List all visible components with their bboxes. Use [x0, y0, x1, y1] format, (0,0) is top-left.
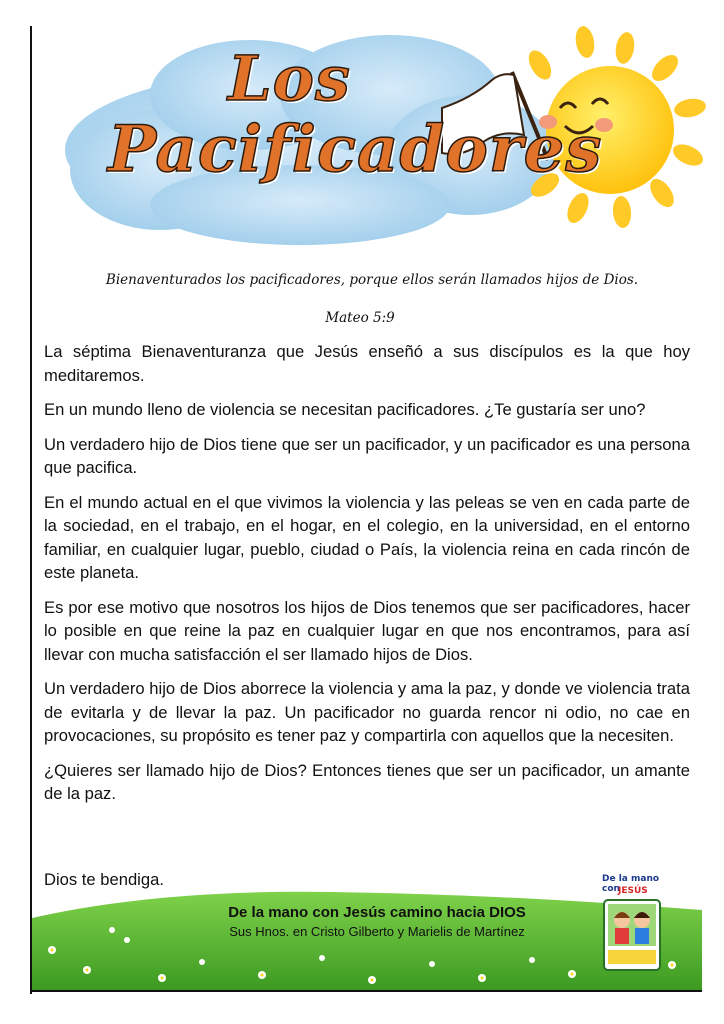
paragraph: En un mundo lleno de violencia se necesitan pacificadores. ¿Te gustaría ser uno? [44, 400, 646, 419]
ministry-logo [592, 870, 672, 985]
footer-subtitle: Sus Hnos. en Cristo Gilberto y Marielis de Martínez [229, 924, 525, 939]
verse-text: Bienaventurados los pacificadores, porque ellos serán llamados hijos de Dios. [105, 272, 639, 288]
body-text [44, 340, 690, 817]
footer-banner [32, 870, 702, 990]
paragraph: La séptima Bienaventuranza que Jesús enseñó a sus discípulos es la que hoy meditaremos. [44, 342, 690, 385]
verse-reference: Mateo 5:9 [325, 310, 395, 326]
paragraph: Un verdadero hijo de Dios tiene que ser un pacificador, y un pacificador es una persona que pacifica. [44, 434, 690, 477]
logo-text-top: De la mano con [602, 874, 660, 894]
page-border-bottom [30, 990, 702, 992]
footer-title: De la mano con Jesús camino hacia DIOS [228, 904, 526, 921]
paragraph: En el mundo actual en el que vivimos la violencia y las peleas se ven en cada parte de la sociedad, en el trabajo, en el hogar, en el colegio, en la universidad, en el entorno familiar, en cualquier lugar, pueblo, ciudad o País, la violencia reina en cada rincón de este planeta. [44, 492, 690, 582]
logo-text-mid: JESÚS [618, 886, 648, 896]
title-line-2: Pacificadores [108, 112, 603, 187]
paragraph: Un verdadero hijo de Dios aborrece la violencia y ama la paz, y donde ve violencia trata de evitarla y de llevar la paz. Un pacificador no guarda rencor ni odio, no cae en provocaciones, su propósito es tener paz y compartirla con aquellos que la necesiten. [44, 679, 690, 745]
paragraph: ¿Quieres ser llamado hijo de Dios? Entonces tienes que ser un pacificador, un amante de la paz. [44, 760, 690, 803]
header-illustration [0, 0, 724, 250]
paragraph: Es por ese motivo que nosotros los hijos de Dios tenemos que ser pacificadores, hacer lo posible en que reine la paz en cualquier lugar en que nos encontramos, para así llevar con mucha satisfacción el ser llamado hijos de Dios. [44, 597, 690, 664]
title-line-1: Los [228, 42, 351, 115]
closing-text: Dios te bendiga. [44, 870, 164, 889]
